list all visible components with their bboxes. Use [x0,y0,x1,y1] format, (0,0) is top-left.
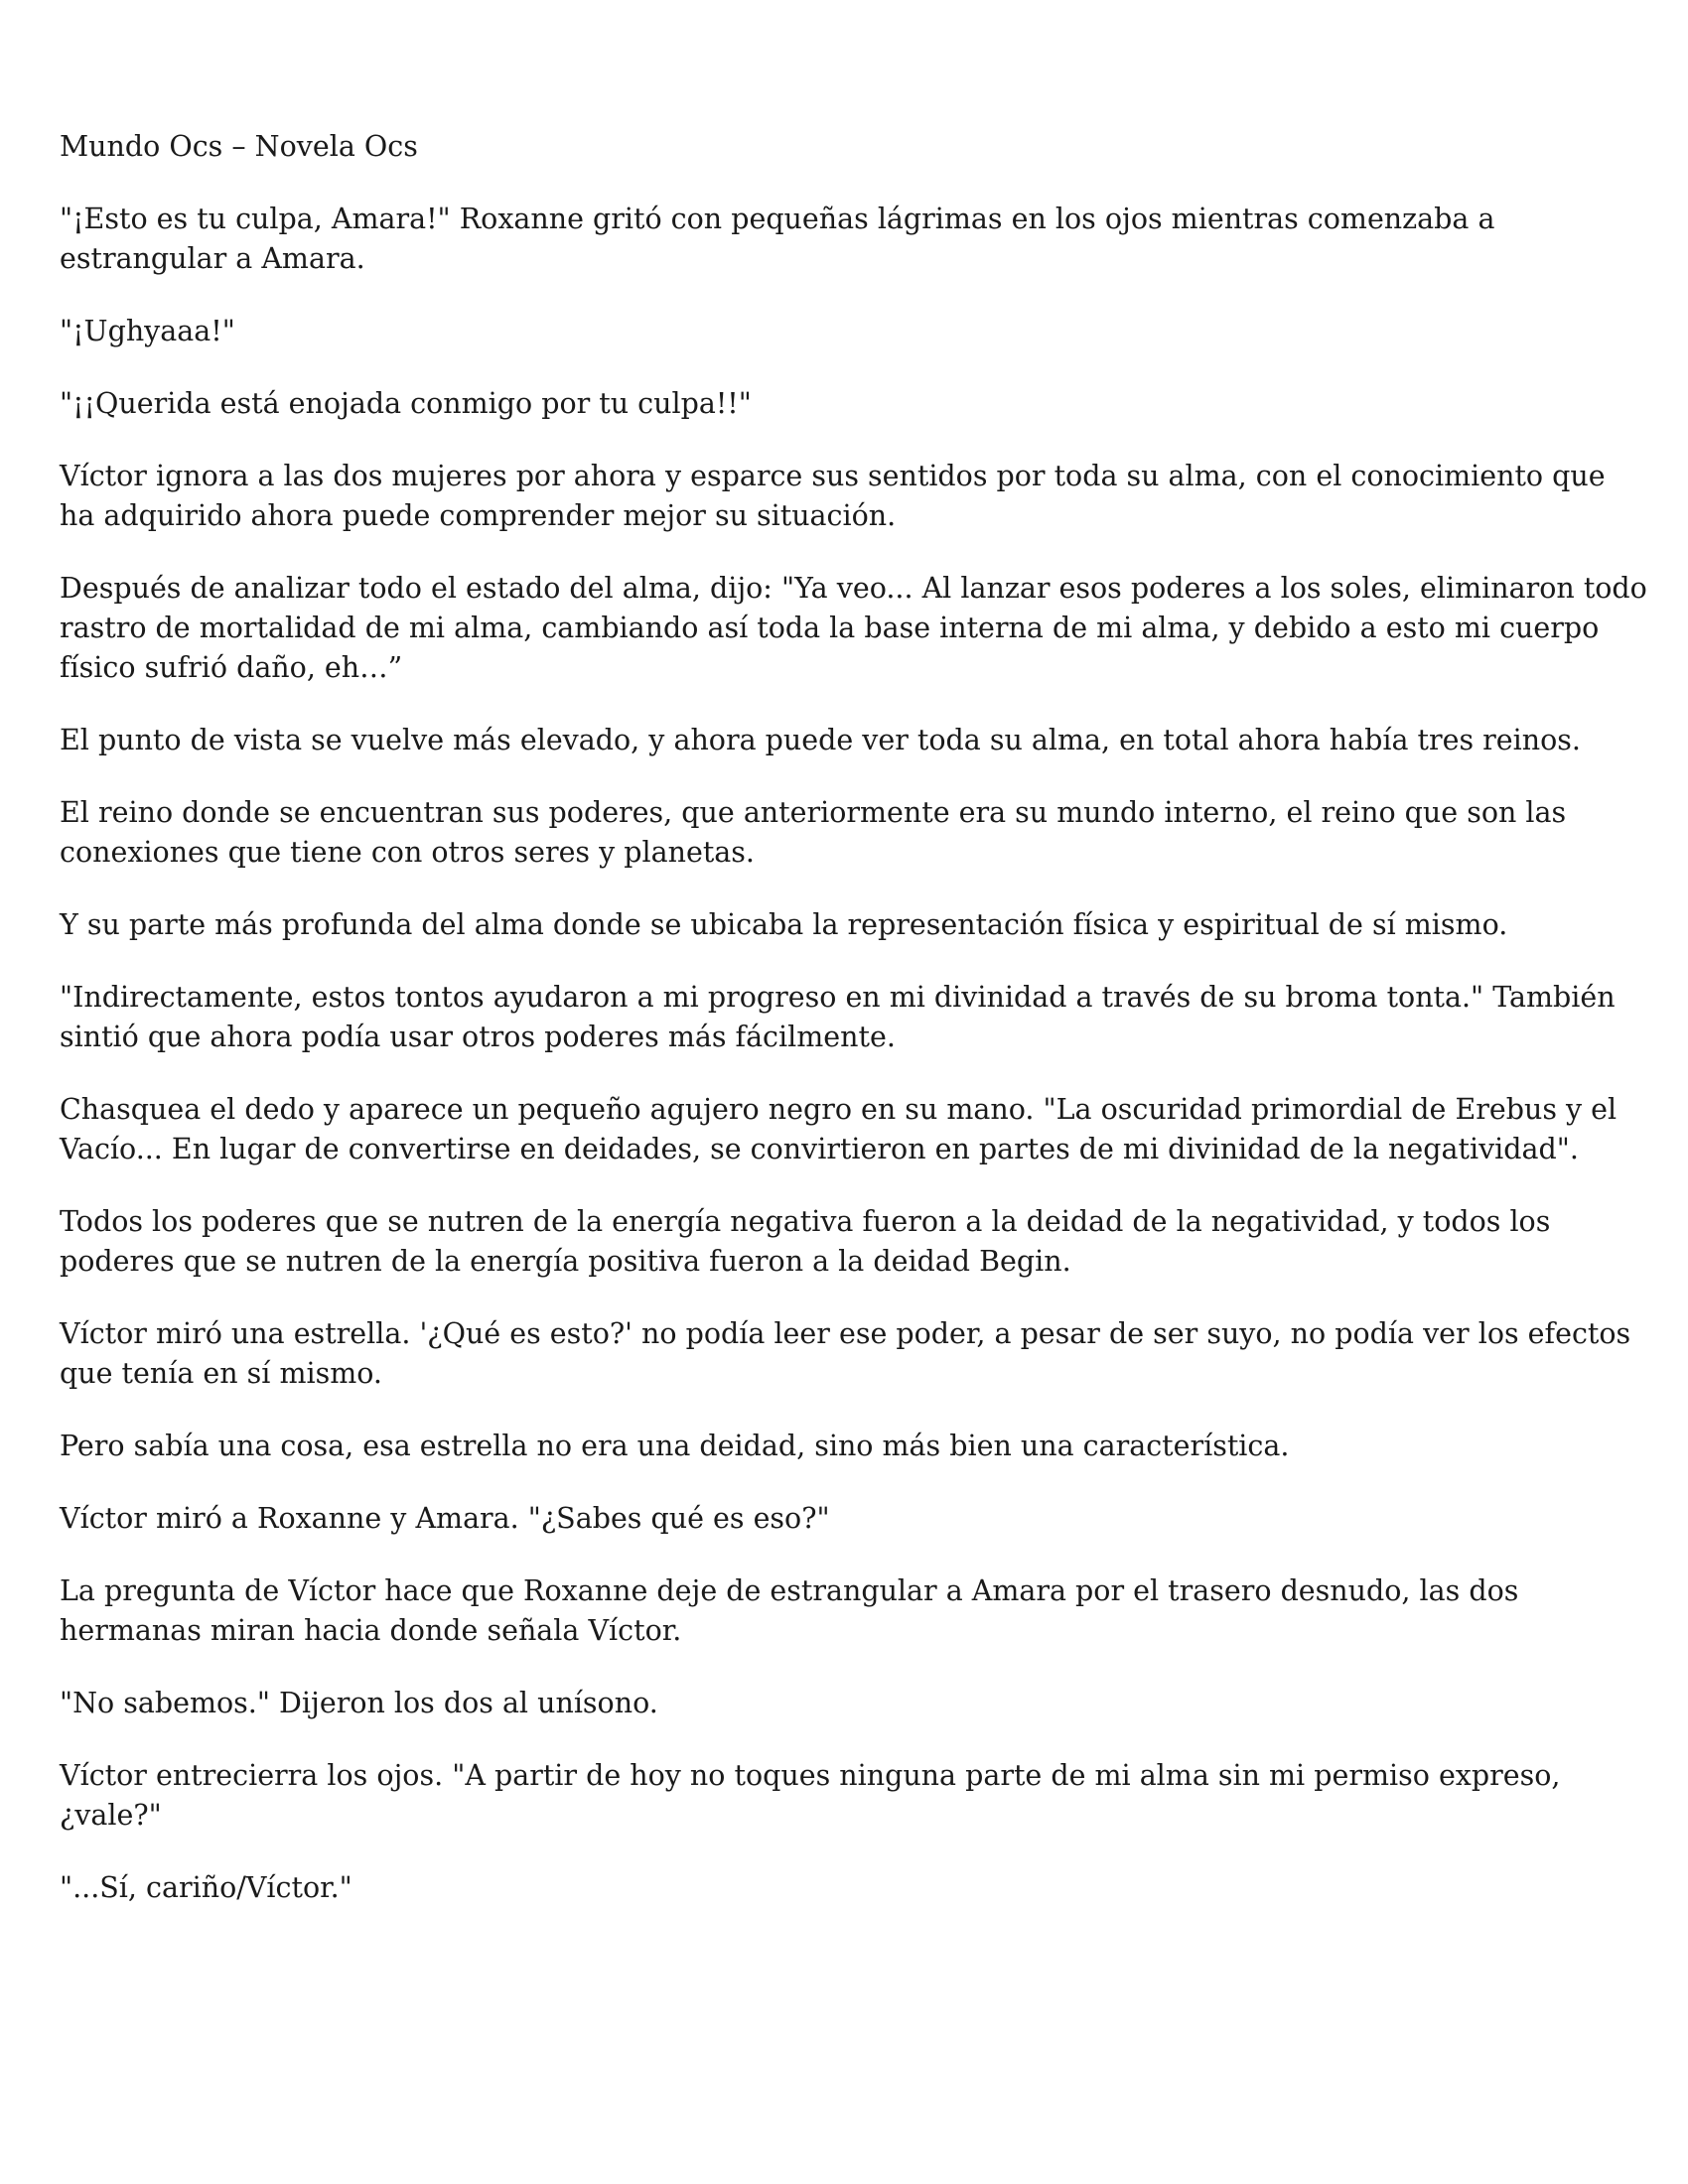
paragraph-5: Después de analizar todo el estado del alma, dijo: "Ya veo... Al lanzar esos poderes a los soles, eliminaron todo rastro de mortalidad de mi alma, cambiando así toda la base interna de mi alma, y debido a esto mi cuerpo físico sufrió daño, eh…” [60,572,1647,684]
paragraph-3: "¡¡Querida está enojada conmigo por tu culpa!!" [60,387,752,420]
paragraph-15: La pregunta de Víctor hace que Roxanne deje de estrangular a Amara por el trasero desnudo, las dos hermanas miran hacia donde señala Víctor. [60,1574,1519,1647]
paragraph-17: Víctor entrecierra los ojos. "A partir de hoy no toques ninguna parte de mi alma sin mi permiso expreso, ¿vale?" [60,1759,1561,1832]
paragraph-18: "...Sí, cariño/Víctor." [60,1871,352,1904]
paragraph-14: Víctor miró a Roxanne y Amara. "¿Sabes qué es eso?" [60,1502,830,1535]
paragraph-4: Víctor ignora a las dos mujeres por ahora y esparce sus sentidos por toda su alma, con el conocimiento que ha adquirido ahora puede comprender mejor su situación. [60,460,1606,532]
paragraph-10: Chasquea el dedo y aparece un pequeño agujero negro en su mano. "La oscuridad primordial de Erebus y el Vacío... En lugar de convertirse en deidades, se convirtieron en partes de mi divinidad de la negatividad". [60,1093,1618,1165]
paragraph-12: Víctor miró una estrella. '¿Qué es esto?' no podía leer ese poder, a pesar de ser suyo, no podía ver los efectos que tenía en sí mismo. [60,1317,1631,1390]
document-header: Mundo Ocs – Novela Ocs [60,130,418,163]
paragraph-6: El punto de vista se vuelve más elevado, y ahora puede ver toda su alma, en total ahora había tres reinos. [60,724,1581,756]
paragraph-16: "No sabemos." Dijeron los dos al unísono. [60,1687,658,1719]
paragraph-9: "Indirectamente, estos tontos ayudaron a mi progreso en mi divinidad a través de su broma tonta." También sintió que ahora podía usar otros poderes más fácilmente. [60,981,1616,1053]
paragraph-1: "¡Esto es tu culpa, Amara!" Roxanne gritó con pequeñas lágrimas en los ojos mientras comenzaba a estrangular a Amara. [60,203,1495,275]
paragraph-11: Todos los poderes que se nutren de la energía negativa fueron a la deidad de la negatividad, y todos los poderes que se nutren de la energía positiva fueron a la deidad Begin. [60,1205,1551,1278]
document-body [60,127,1648,1941]
paragraph-7: El reino donde se encuentran sus poderes, que anteriormente era su mundo interno, el reino que son las conexiones que tiene con otros seres y planetas. [60,796,1567,869]
paragraph-2: "¡Ughyaaa!" [60,315,235,347]
paragraph-13: Pero sabía una cosa, esa estrella no era una deidad, sino más bien una característica. [60,1430,1290,1462]
paragraph-8: Y su parte más profunda del alma donde se ubicaba la representación física y espiritual de sí mismo. [60,908,1508,941]
